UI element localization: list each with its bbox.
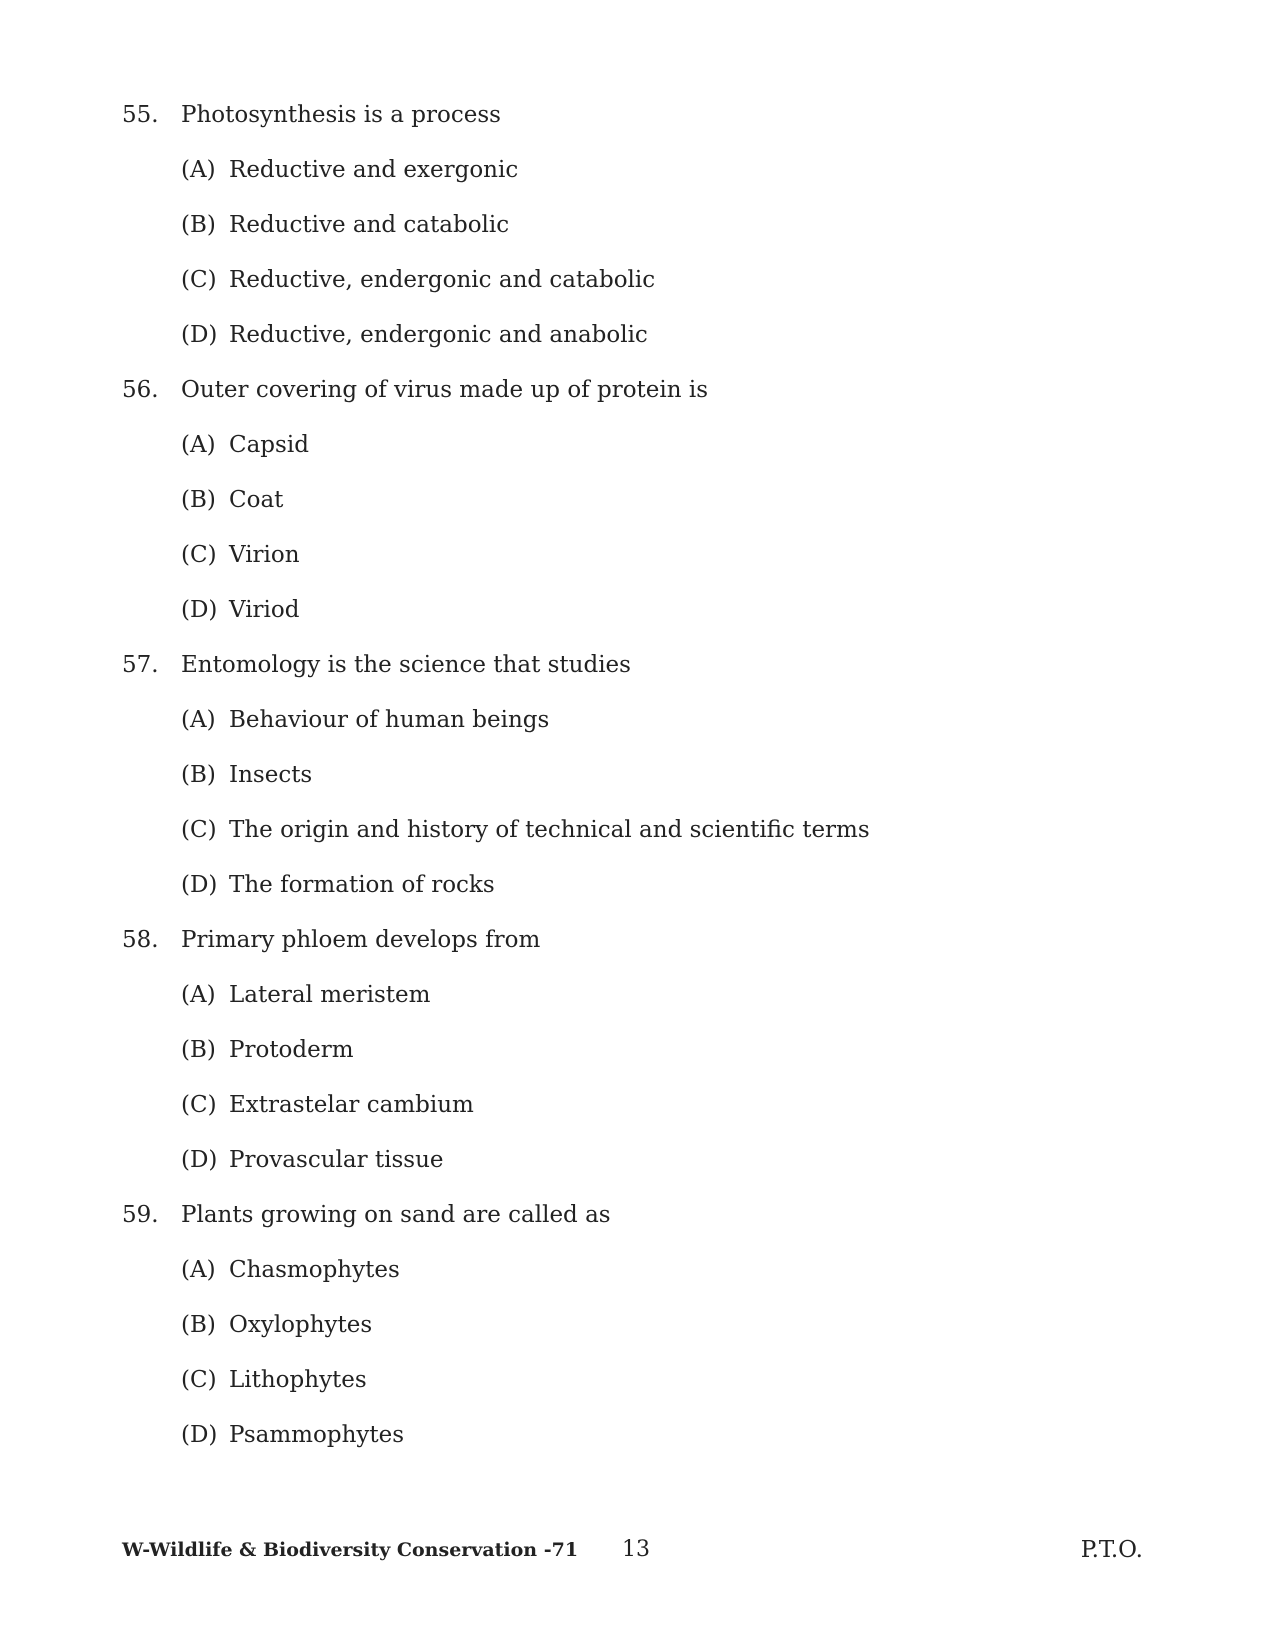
- option-label: (A): [181, 707, 216, 733]
- option-label: (C): [181, 817, 217, 843]
- option-text: The formation of rocks: [229, 872, 495, 898]
- option-label: (D): [181, 322, 218, 348]
- answer-option: [0, 755, 1275, 795]
- option-text: Lithophytes: [229, 1367, 367, 1393]
- question-number: 59.: [122, 1202, 159, 1228]
- option-label: (C): [181, 1092, 217, 1118]
- answer-option: [0, 700, 1275, 740]
- question-number: 56.: [122, 377, 159, 403]
- answer-option: [0, 425, 1275, 465]
- answer-option: [0, 1305, 1275, 1345]
- option-label: (B): [181, 487, 216, 513]
- answer-option: [0, 865, 1275, 905]
- option-text: Protoderm: [229, 1037, 354, 1063]
- option-label: (C): [181, 542, 217, 568]
- option-text: Extrastelar cambium: [229, 1092, 474, 1118]
- answer-option: [0, 975, 1275, 1015]
- answer-option: [0, 810, 1275, 850]
- option-text: Oxylophytes: [229, 1312, 373, 1338]
- question-text: Primary phloem develops from: [181, 927, 541, 953]
- option-label: (C): [181, 267, 217, 293]
- option-text: Capsid: [229, 432, 309, 458]
- question-stem: [0, 645, 1275, 685]
- option-label: (B): [181, 1037, 216, 1063]
- option-label: (B): [181, 762, 216, 788]
- please-turn-over: P.T.O.: [1080, 1537, 1143, 1563]
- question-text: Outer covering of virus made up of protein is: [181, 377, 709, 403]
- answer-option: [0, 150, 1275, 190]
- answer-option: [0, 590, 1275, 630]
- answer-option: [0, 1085, 1275, 1125]
- page-number: 13: [622, 1537, 650, 1562]
- option-label: (C): [181, 1367, 217, 1393]
- option-label: (D): [181, 1147, 218, 1173]
- answer-option: [0, 260, 1275, 300]
- option-text: Insects: [229, 762, 313, 788]
- question-text: Entomology is the science that studies: [181, 652, 631, 678]
- option-label: (D): [181, 1422, 218, 1448]
- answer-option: [0, 205, 1275, 245]
- option-text: Chasmophytes: [229, 1257, 400, 1283]
- option-text: Provascular tissue: [229, 1147, 444, 1173]
- question-stem: [0, 370, 1275, 410]
- option-label: (A): [181, 157, 216, 183]
- option-label: (B): [181, 212, 216, 238]
- option-label: (A): [181, 1257, 216, 1283]
- option-text: Psammophytes: [229, 1422, 405, 1448]
- question-stem: [0, 1195, 1275, 1235]
- question-text: Plants growing on sand are called as: [181, 1202, 611, 1228]
- question-number: 58.: [122, 927, 159, 953]
- answer-option: [0, 1140, 1275, 1180]
- paper-code: W-Wildlife & Biodiversity Conservation -71: [122, 1539, 579, 1561]
- question-stem: [0, 95, 1275, 135]
- option-text: Coat: [229, 487, 284, 513]
- option-text: The origin and history of technical and scientific terms: [229, 817, 870, 843]
- option-text: Reductive, endergonic and catabolic: [229, 267, 656, 293]
- question-text: Photosynthesis is a process: [181, 102, 501, 128]
- answer-option: [0, 1360, 1275, 1400]
- page-footer: [0, 1530, 1275, 1570]
- question-number: 55.: [122, 102, 159, 128]
- answer-option: [0, 1030, 1275, 1070]
- option-text: Viriod: [229, 597, 300, 623]
- option-text: Reductive and catabolic: [229, 212, 510, 238]
- question-number: 57.: [122, 652, 159, 678]
- option-label: (B): [181, 1312, 216, 1338]
- answer-option: [0, 480, 1275, 520]
- option-label: (A): [181, 982, 216, 1008]
- option-label: (A): [181, 432, 216, 458]
- option-text: Lateral meristem: [229, 982, 431, 1008]
- option-text: Reductive, endergonic and anabolic: [229, 322, 648, 348]
- option-label: (D): [181, 872, 218, 898]
- answer-option: [0, 535, 1275, 575]
- answer-option: [0, 315, 1275, 355]
- answer-option: [0, 1415, 1275, 1455]
- answer-option: [0, 1250, 1275, 1290]
- option-label: (D): [181, 597, 218, 623]
- option-text: Virion: [229, 542, 300, 568]
- option-text: Reductive and exergonic: [229, 157, 519, 183]
- option-text: Behaviour of human beings: [229, 707, 550, 733]
- question-stem: [0, 920, 1275, 960]
